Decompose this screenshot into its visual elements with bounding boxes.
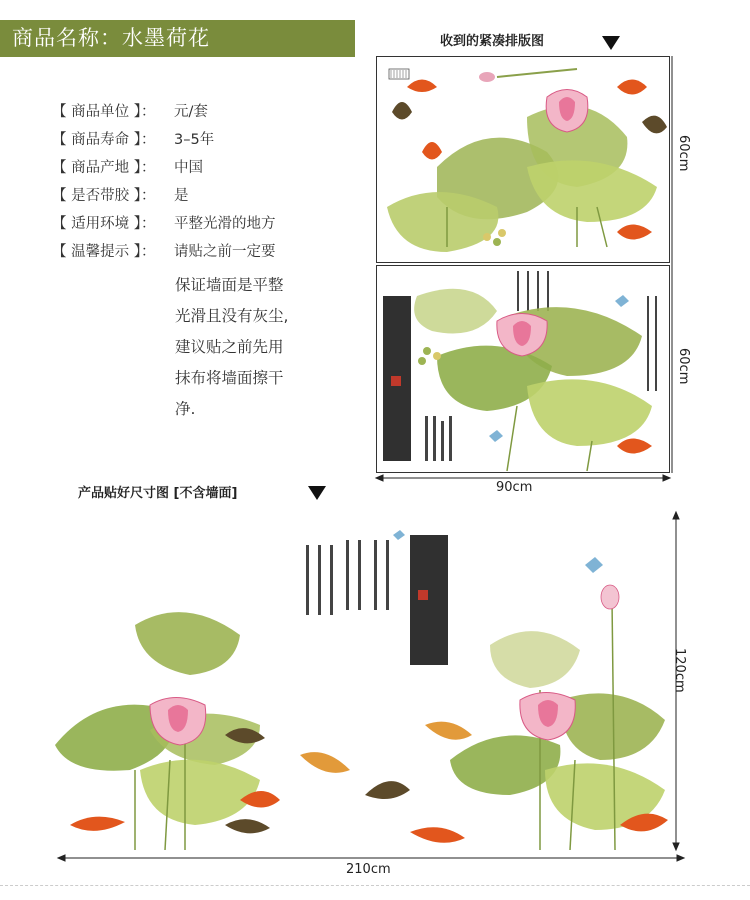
info-key: 【 商品寿命 】：: [52, 132, 156, 148]
info-key: 【 商品产地 】：: [52, 160, 156, 176]
tip-line: 净.: [175, 400, 196, 418]
bottom-divider: [0, 885, 750, 886]
info-value: 元/套: [174, 104, 208, 120]
tip-line: 光滑且没有灰尘,: [175, 307, 289, 325]
tip-line: 建议贴之前先用: [175, 338, 284, 356]
info-value: 是: [174, 188, 189, 204]
info-key: 【 适用环境 】：: [52, 216, 156, 232]
info-key: 【 是否带胶 】：: [52, 188, 156, 204]
product-title-bar: 商品名称：水墨荷花: [0, 20, 355, 57]
dim-height-sheet-2: 60cm: [676, 348, 691, 385]
info-value: 中国: [174, 160, 203, 176]
tip-line: 抹布将墙面擦干: [175, 369, 284, 387]
layout-caption: 收到的紧凑排版图: [440, 34, 545, 49]
info-key: 【 商品单位 】：: [52, 104, 156, 120]
dim-width-sheets: 90cm: [496, 480, 533, 495]
info-value: 3–5年: [174, 132, 215, 148]
dim-height-sheet-1: 60cm: [676, 135, 691, 172]
product-caption: 产品贴好尺寸图 [不含墙面]: [78, 486, 238, 501]
info-value: 请贴之前一定要: [174, 244, 276, 260]
dim-width-product: 210cm: [346, 862, 391, 877]
tip-line: 保证墙面是平整: [175, 276, 284, 294]
info-key: 【 温馨提示 】：: [52, 244, 156, 260]
info-value: 平整光滑的地方: [174, 216, 276, 232]
dim-height-product: 120cm: [672, 648, 687, 693]
